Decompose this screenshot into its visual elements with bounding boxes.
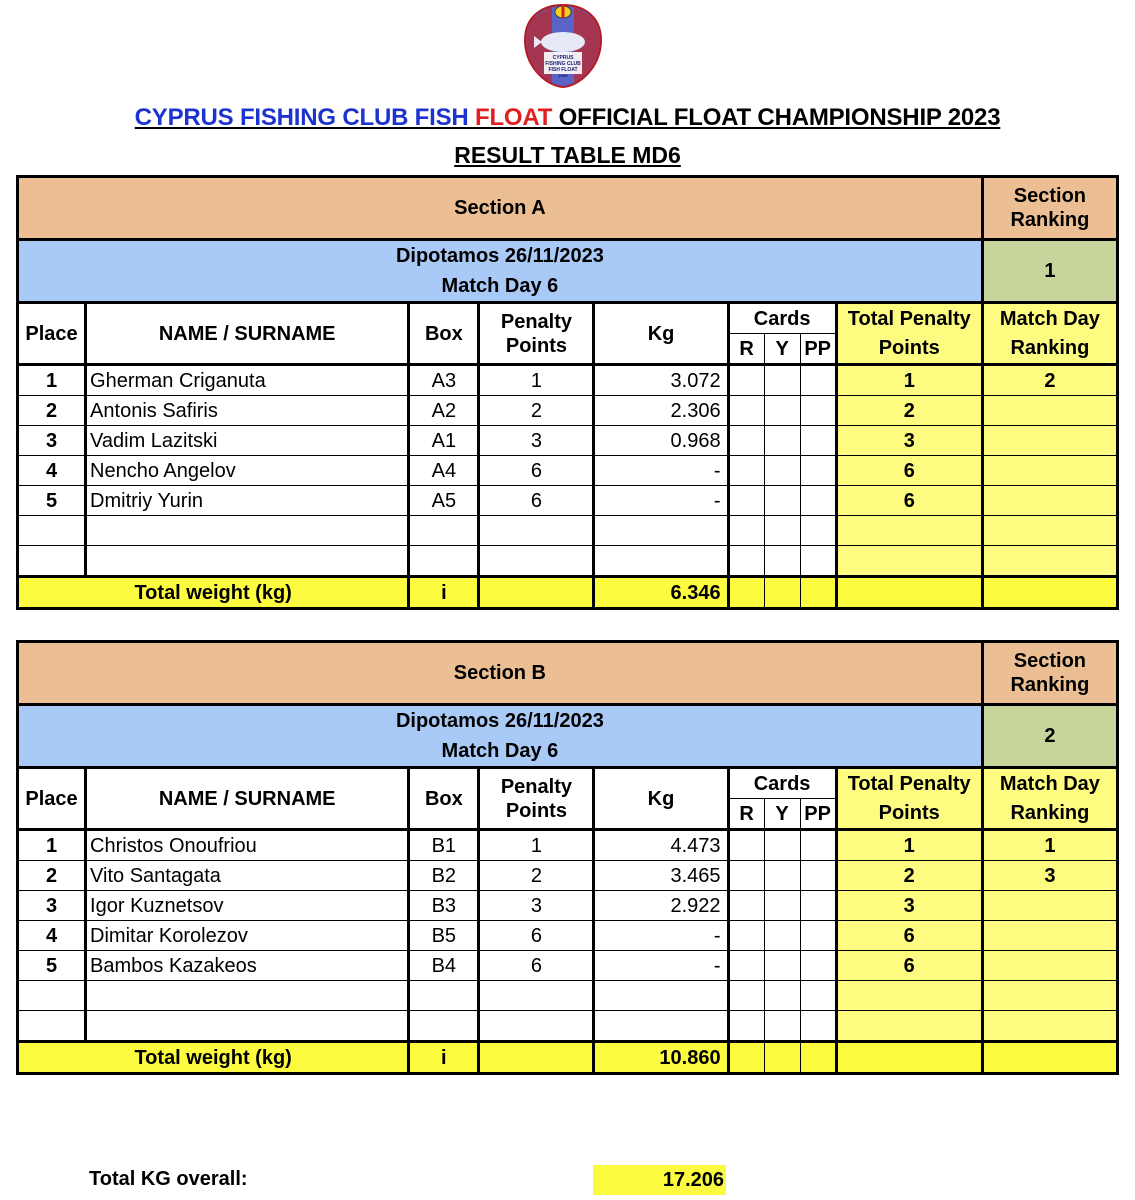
col-card-pp: PP — [800, 799, 836, 830]
section-name: Section B — [18, 642, 983, 705]
row-name: Christos Onoufriou — [86, 830, 409, 861]
row-total: 3 — [836, 426, 982, 456]
row-card-y — [764, 830, 800, 861]
col-name: NAME / SURNAME — [86, 768, 409, 830]
row-card-pp — [800, 830, 836, 861]
row-total — [836, 546, 982, 577]
row-kg: - — [594, 921, 728, 951]
table-row — [18, 456, 1118, 486]
row-box: B4 — [409, 951, 479, 981]
row-penalty — [479, 516, 594, 546]
row-penalty: 3 — [479, 426, 594, 456]
row-box: A3 — [409, 365, 479, 396]
match-day: Match Day 6 — [441, 740, 559, 762]
total-card-pp — [800, 577, 836, 609]
row-md-rank — [982, 891, 1117, 921]
row-md-rank — [982, 1011, 1117, 1042]
row-card-y — [764, 546, 800, 577]
row-name — [86, 546, 409, 577]
row-card-pp — [800, 396, 836, 426]
col-penalty-line1: Penalty — [500, 775, 572, 798]
row-kg: 2.922 — [594, 891, 728, 921]
section-ranking-header-line1: Section — [1013, 650, 1087, 672]
page-title — [0, 104, 1135, 132]
row-place: 1 — [18, 830, 86, 861]
row-kg — [594, 1011, 728, 1042]
table-row — [18, 891, 1118, 921]
row-kg: 2.306 — [594, 396, 728, 426]
row-penalty: 6 — [479, 456, 594, 486]
col-name: NAME / SURNAME — [86, 303, 409, 365]
row-card-y — [764, 861, 800, 891]
row-penalty: 2 — [479, 861, 594, 891]
section-table — [16, 175, 1119, 610]
col-md-line1: Match Day — [982, 303, 1117, 334]
row-card-y — [764, 365, 800, 396]
title-part-club: CYPRUS FISHING CLUB FISH — [134, 104, 476, 131]
total-md — [982, 1042, 1117, 1074]
row-name: Bambos Kazakeos — [86, 951, 409, 981]
row-md-rank: 2 — [982, 365, 1117, 396]
col-md-line2: Ranking — [982, 334, 1117, 365]
row-md-rank — [982, 396, 1117, 426]
row-place: 3 — [18, 891, 86, 921]
col-cards: Cards — [728, 768, 836, 799]
svg-text:CYPRUS: CYPRUS — [552, 55, 574, 61]
row-total: 2 — [836, 861, 982, 891]
row-name: Dimitar Korolezov — [86, 921, 409, 951]
row-name: Gherman Criganuta — [86, 365, 409, 396]
section-ranking-value: 2 — [982, 705, 1117, 768]
table-row — [18, 861, 1118, 891]
title-part-championship: OFFICIAL FLOAT CHAMPIONSHIP 2023 — [552, 104, 1001, 131]
row-card-pp — [800, 516, 836, 546]
row-place — [18, 981, 86, 1011]
row-penalty: 6 — [479, 921, 594, 951]
row-box: B2 — [409, 861, 479, 891]
section-table — [16, 640, 1119, 1075]
row-card-y — [764, 426, 800, 456]
table-row — [18, 921, 1118, 951]
row-md-rank — [982, 456, 1117, 486]
row-place — [18, 546, 86, 577]
row-name: Antonis Safiris — [86, 396, 409, 426]
col-card-r: R — [728, 334, 764, 365]
row-card-y — [764, 486, 800, 516]
row-total: 1 — [836, 365, 982, 396]
row-card-y — [764, 516, 800, 546]
table-row — [18, 426, 1118, 456]
row-box: A1 — [409, 426, 479, 456]
row-box: A2 — [409, 396, 479, 426]
row-name — [86, 1011, 409, 1042]
total-penalty — [479, 1042, 594, 1074]
row-card-pp — [800, 891, 836, 921]
row-place: 4 — [18, 456, 86, 486]
row-card-r — [728, 861, 764, 891]
overall-total-value: 17.206 — [593, 1165, 726, 1195]
table-row — [18, 981, 1118, 1011]
row-total — [836, 1011, 982, 1042]
row-card-pp — [800, 1011, 836, 1042]
row-total: 6 — [836, 486, 982, 516]
col-card-pp: PP — [800, 334, 836, 365]
row-card-pp — [800, 456, 836, 486]
row-card-y — [764, 981, 800, 1011]
col-md-line1: Match Day — [982, 768, 1117, 799]
total-card-y — [764, 577, 800, 609]
row-place: 2 — [18, 861, 86, 891]
row-card-r — [728, 981, 764, 1011]
col-place: Place — [18, 303, 86, 365]
row-card-y — [764, 951, 800, 981]
row-kg: 3.072 — [594, 365, 728, 396]
venue-date-header — [18, 705, 983, 768]
row-card-y — [764, 891, 800, 921]
total-points — [836, 577, 982, 609]
row-card-y — [764, 921, 800, 951]
row-md-rank — [982, 426, 1117, 456]
total-kg: 10.860 — [594, 1042, 728, 1074]
section-ranking-value: 1 — [982, 240, 1117, 303]
row-penalty: 6 — [479, 951, 594, 981]
row-name: Vito Santagata — [86, 861, 409, 891]
total-points — [836, 1042, 982, 1074]
row-penalty — [479, 1011, 594, 1042]
row-box: B3 — [409, 891, 479, 921]
row-place: 5 — [18, 486, 86, 516]
venue-date-header — [18, 240, 983, 303]
row-card-pp — [800, 486, 836, 516]
row-card-r — [728, 365, 764, 396]
row-kg — [594, 981, 728, 1011]
total-card-pp — [800, 1042, 836, 1074]
row-md-rank — [982, 921, 1117, 951]
col-kg: Kg — [594, 303, 728, 365]
row-md-rank — [982, 546, 1117, 577]
row-card-y — [764, 1011, 800, 1042]
row-md-rank: 1 — [982, 830, 1117, 861]
row-penalty — [479, 546, 594, 577]
col-penalty-line2: Points — [505, 799, 567, 822]
row-kg: 4.473 — [594, 830, 728, 861]
row-place — [18, 516, 86, 546]
total-kg: 6.346 — [594, 577, 728, 609]
col-kg: Kg — [594, 768, 728, 830]
col-md-line2: Ranking — [982, 799, 1117, 830]
svg-text:FISH FLOAT: FISH FLOAT — [548, 67, 578, 73]
overall-total-label: Total KG overall: — [89, 1168, 248, 1190]
col-penalty-line2: Points — [505, 334, 567, 357]
row-total: 6 — [836, 921, 982, 951]
col-total-line1: Total Penalty — [836, 768, 982, 799]
row-total — [836, 981, 982, 1011]
table-row — [18, 951, 1118, 981]
table-row — [18, 365, 1118, 396]
row-name — [86, 981, 409, 1011]
section-name: Section A — [18, 177, 983, 240]
table-row — [18, 486, 1118, 516]
row-box — [409, 516, 479, 546]
total-label: Total weight (kg) — [18, 1042, 409, 1074]
row-card-r — [728, 516, 764, 546]
row-card-pp — [800, 426, 836, 456]
total-card-y — [764, 1042, 800, 1074]
col-penalty — [479, 303, 594, 365]
row-box — [409, 981, 479, 1011]
row-kg: - — [594, 456, 728, 486]
row-name: Nencho Angelov — [86, 456, 409, 486]
row-card-r — [728, 921, 764, 951]
row-card-r — [728, 456, 764, 486]
table-row — [18, 516, 1118, 546]
row-card-y — [764, 396, 800, 426]
row-card-r — [728, 546, 764, 577]
total-card-r — [728, 1042, 764, 1074]
row-card-r — [728, 830, 764, 861]
section-ranking-header — [982, 642, 1117, 705]
row-card-r — [728, 426, 764, 456]
col-place: Place — [18, 768, 86, 830]
row-place: 4 — [18, 921, 86, 951]
row-card-r — [728, 891, 764, 921]
row-card-r — [728, 1011, 764, 1042]
col-total-line2: Points — [836, 334, 982, 365]
row-box: A5 — [409, 486, 479, 516]
row-name: Dmitriy Yurin — [86, 486, 409, 516]
row-card-pp — [800, 365, 836, 396]
row-place: 1 — [18, 365, 86, 396]
row-penalty — [479, 981, 594, 1011]
total-card-r — [728, 577, 764, 609]
match-day: Match Day 6 — [441, 275, 559, 297]
row-card-r — [728, 396, 764, 426]
svg-text:FISHING CLUB: FISHING CLUB — [545, 61, 581, 67]
col-total-line1: Total Penalty — [836, 303, 982, 334]
row-card-pp — [800, 981, 836, 1011]
row-box: B1 — [409, 830, 479, 861]
row-place: 5 — [18, 951, 86, 981]
row-box — [409, 546, 479, 577]
row-card-pp — [800, 921, 836, 951]
row-total: 3 — [836, 891, 982, 921]
table-row — [18, 830, 1118, 861]
row-card-r — [728, 951, 764, 981]
table-row — [18, 1011, 1118, 1042]
col-card-y: Y — [764, 334, 800, 365]
row-card-pp — [800, 546, 836, 577]
col-card-y: Y — [764, 799, 800, 830]
venue-date: Dipotamos 26/11/2023 — [395, 710, 604, 732]
row-kg: 0.968 — [594, 426, 728, 456]
row-md-rank — [982, 981, 1117, 1011]
row-place: 2 — [18, 396, 86, 426]
row-card-y — [764, 456, 800, 486]
row-penalty: 3 — [479, 891, 594, 921]
total-md — [982, 577, 1117, 609]
row-md-rank — [982, 486, 1117, 516]
row-md-rank — [982, 951, 1117, 981]
row-penalty: 1 — [479, 365, 594, 396]
row-kg: - — [594, 951, 728, 981]
row-name: Igor Kuznetsov — [86, 891, 409, 921]
col-penalty — [479, 768, 594, 830]
col-penalty-line1: Penalty — [500, 310, 573, 333]
row-md-rank — [982, 516, 1117, 546]
table-row — [18, 396, 1118, 426]
row-penalty: 1 — [479, 830, 594, 861]
section-ranking-header-line2: Ranking — [1010, 674, 1090, 696]
row-total: 6 — [836, 456, 982, 486]
row-card-pp — [800, 861, 836, 891]
col-total-line2: Points — [836, 799, 982, 830]
total-row — [18, 577, 1118, 609]
section-ranking-header-line1: Section — [1013, 185, 1087, 207]
total-label: Total weight (kg) — [18, 577, 409, 609]
col-card-r: R — [728, 799, 764, 830]
row-box: B5 — [409, 921, 479, 951]
row-place: 3 — [18, 426, 86, 456]
row-box: A4 — [409, 456, 479, 486]
row-penalty: 6 — [479, 486, 594, 516]
row-kg — [594, 516, 728, 546]
row-total: 1 — [836, 830, 982, 861]
title-part-float: FLOAT — [475, 104, 553, 131]
table-row — [18, 546, 1118, 577]
total-row — [18, 1042, 1118, 1074]
row-name — [86, 516, 409, 546]
row-md-rank: 3 — [982, 861, 1117, 891]
venue-date: Dipotamos 26/11/2023 — [395, 245, 604, 267]
row-box — [409, 1011, 479, 1042]
row-kg: 3.465 — [594, 861, 728, 891]
row-kg: - — [594, 486, 728, 516]
page-subtitle: RESULT TABLE MD6 — [454, 142, 681, 168]
total-box: i — [409, 577, 479, 609]
section-ranking-header — [982, 177, 1117, 240]
row-total — [836, 516, 982, 546]
row-name: Vadim Lazitski — [86, 426, 409, 456]
total-penalty — [479, 577, 594, 609]
row-kg — [594, 546, 728, 577]
row-total: 2 — [836, 396, 982, 426]
col-box: Box — [409, 303, 479, 365]
col-box: Box — [409, 768, 479, 830]
section-ranking-header-line2: Ranking — [1010, 209, 1090, 231]
club-crest-icon — [522, 2, 604, 88]
row-place — [18, 1011, 86, 1042]
row-card-r — [728, 486, 764, 516]
row-penalty: 2 — [479, 396, 594, 426]
total-box: i — [409, 1042, 479, 1074]
svg-text:2009: 2009 — [558, 73, 568, 78]
row-total: 6 — [836, 951, 982, 981]
col-cards: Cards — [728, 303, 836, 334]
row-card-pp — [800, 951, 836, 981]
